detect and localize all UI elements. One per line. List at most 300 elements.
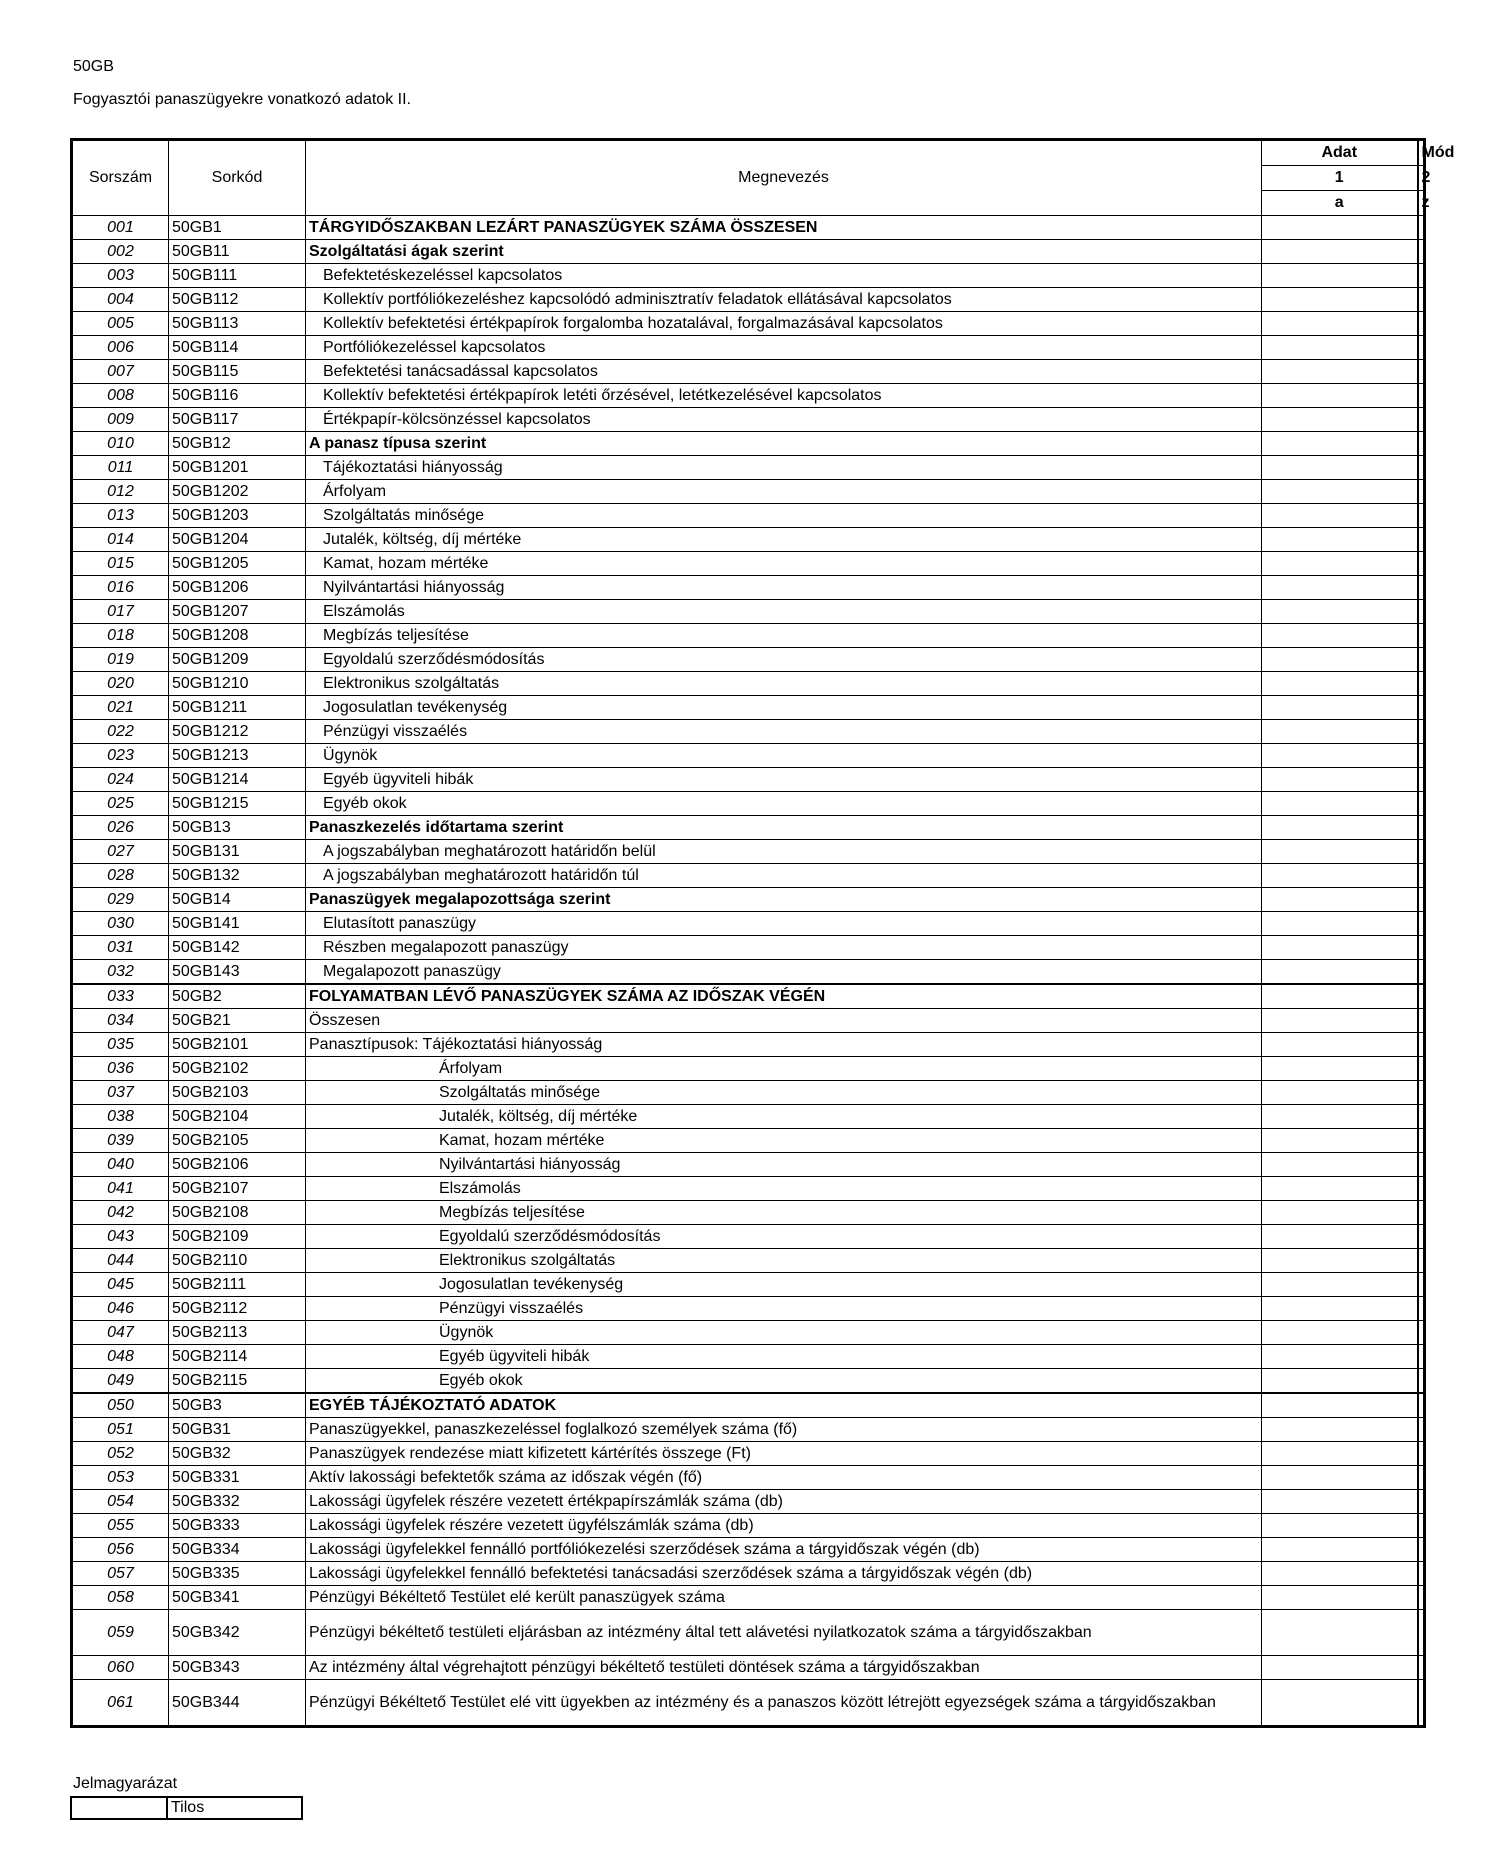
row-adat-cell[interactable] (1262, 552, 1418, 576)
row-megnevezes: Befektetési tanácsadással kapcsolatos (306, 360, 1262, 384)
row-megnevezes: Jogosulatlan tevékenység (306, 1273, 1262, 1297)
row-mod-cell[interactable] (1418, 768, 1425, 792)
row-mod-cell[interactable] (1418, 432, 1425, 456)
row-mod-cell[interactable] (1418, 456, 1425, 480)
row-sorszam: 022 (72, 720, 169, 744)
legend-swatch (71, 1797, 167, 1819)
row-megnevezes: A jogszabályban meghatározott határidőn túl (306, 864, 1262, 888)
row-megnevezes: Portfóliókezeléssel kapcsolatos (306, 336, 1262, 360)
row-sorkod: 50GB2114 (169, 1345, 306, 1369)
row-mod-cell[interactable] (1418, 960, 1425, 985)
row-adat-cell[interactable] (1262, 816, 1418, 840)
row-sorszam: 050 (72, 1393, 169, 1418)
legend-label: Jelmagyarázat (73, 1775, 178, 1792)
row-adat-cell[interactable] (1262, 240, 1418, 264)
row-megnevezes: Az intézmény által végrehajtott pénzügyi békéltető testületi döntések száma a tárgyidőszakban (306, 1656, 1262, 1680)
row-mod-cell[interactable] (1418, 1345, 1425, 1369)
row-sorszam: 040 (72, 1153, 169, 1177)
row-adat-cell[interactable] (1262, 1490, 1418, 1514)
row-sorszam: 012 (72, 480, 169, 504)
row-megnevezes: Nyilvántartási hiányosság (306, 576, 1262, 600)
row-sorkod: 50GB2104 (169, 1105, 306, 1129)
row-megnevezes: Panaszügyek megalapozottsága szerint (306, 888, 1262, 912)
row-mod-cell[interactable] (1418, 1177, 1425, 1201)
legend-table (70, 1796, 303, 1820)
row-adat-cell[interactable] (1262, 720, 1418, 744)
row-sorkod: 50GB1214 (169, 768, 306, 792)
row-mod-cell[interactable] (1418, 1033, 1425, 1057)
row-sorszam: 053 (72, 1466, 169, 1490)
row-megnevezes: Lakossági ügyfelekkel fennálló portfóliókezelési szerződések száma a tárgyidőszak végén (db) (306, 1538, 1262, 1562)
table-row (72, 912, 1425, 936)
row-mod-cell[interactable] (1418, 240, 1425, 264)
row-megnevezes: Elszámolás (306, 600, 1262, 624)
row-sorszam: 026 (72, 816, 169, 840)
row-sorkod: 50GB1211 (169, 696, 306, 720)
row-adat-cell[interactable] (1262, 576, 1418, 600)
row-mod-cell[interactable] (1418, 912, 1425, 936)
row-sorszam: 008 (72, 384, 169, 408)
row-sorkod: 50GB1215 (169, 792, 306, 816)
row-sorszam: 047 (72, 1321, 169, 1345)
row-adat-cell[interactable] (1262, 1514, 1418, 1538)
table-row (72, 240, 1425, 264)
row-sorkod: 50GB1204 (169, 528, 306, 552)
row-adat-cell[interactable] (1262, 1538, 1418, 1562)
row-mod-cell[interactable] (1418, 1586, 1425, 1610)
row-adat-cell[interactable] (1262, 1297, 1418, 1321)
row-mod-cell[interactable] (1418, 552, 1425, 576)
row-sorkod: 50GB13 (169, 816, 306, 840)
row-sorkod: 50GB1207 (169, 600, 306, 624)
row-mod-cell[interactable] (1418, 936, 1425, 960)
row-sorszam: 025 (72, 792, 169, 816)
row-mod-cell[interactable] (1418, 288, 1425, 312)
row-megnevezes: Lakossági ügyfelek részére vezetett értékpapírszámlák száma (db) (306, 1490, 1262, 1514)
row-sorkod: 50GB11 (169, 240, 306, 264)
row-sorkod: 50GB335 (169, 1562, 306, 1586)
row-megnevezes: EGYÉB TÁJÉKOZTATÓ ADATOK (306, 1393, 1262, 1418)
table-row (72, 744, 1425, 768)
table-row (72, 840, 1425, 864)
row-adat-cell[interactable] (1262, 984, 1418, 1009)
row-mod-cell[interactable] (1418, 1466, 1425, 1490)
row-mod-cell[interactable] (1418, 1129, 1425, 1153)
table-row (72, 1442, 1425, 1466)
row-adat-cell[interactable] (1262, 1081, 1418, 1105)
row-adat-cell[interactable] (1262, 1466, 1418, 1490)
table-row (72, 504, 1425, 528)
row-mod-cell[interactable] (1418, 528, 1425, 552)
header-sorkod: Sorkód (169, 140, 306, 216)
table-row (72, 768, 1425, 792)
table-row (72, 648, 1425, 672)
row-mod-cell[interactable] (1418, 864, 1425, 888)
row-megnevezes: Pénzügyi békéltető testületi eljárásban az intézmény által tett alávetési nyilatkozatok száma a tárgyidőszakban (306, 1610, 1262, 1656)
row-sorkod: 50GB1208 (169, 624, 306, 648)
row-megnevezes: Értékpapír-kölcsönzéssel kapcsolatos (306, 408, 1262, 432)
row-mod-cell[interactable] (1418, 1249, 1425, 1273)
table-row (72, 696, 1425, 720)
row-adat-cell[interactable] (1262, 432, 1418, 456)
row-adat-cell[interactable] (1262, 936, 1418, 960)
row-sorkod: 50GB2111 (169, 1273, 306, 1297)
row-mod-cell[interactable] (1418, 720, 1425, 744)
row-mod-cell[interactable] (1418, 696, 1425, 720)
row-mod-cell[interactable] (1418, 1297, 1425, 1321)
row-megnevezes: Egyoldalú szerződésmódosítás (306, 1225, 1262, 1249)
row-sorszam: 013 (72, 504, 169, 528)
table-row (72, 1586, 1425, 1610)
row-sorszam: 016 (72, 576, 169, 600)
row-sorszam: 015 (72, 552, 169, 576)
table-row (72, 600, 1425, 624)
row-sorkod: 50GB1210 (169, 672, 306, 696)
row-mod-cell[interactable] (1418, 624, 1425, 648)
row-sorszam: 042 (72, 1201, 169, 1225)
row-megnevezes: Szolgáltatás minősége (306, 504, 1262, 528)
row-sorkod: 50GB1209 (169, 648, 306, 672)
table-row (72, 1057, 1425, 1081)
row-sorkod: 50GB141 (169, 912, 306, 936)
row-megnevezes: Jogosulatlan tevékenység (306, 696, 1262, 720)
table-row (72, 984, 1425, 1009)
row-sorszam: 030 (72, 912, 169, 936)
row-mod-cell[interactable] (1418, 1321, 1425, 1345)
row-mod-cell[interactable] (1418, 1201, 1425, 1225)
row-adat-cell[interactable] (1262, 840, 1418, 864)
row-mod-cell[interactable] (1418, 1369, 1425, 1394)
row-megnevezes: Pénzügyi Békéltető Testület elé került panaszügyek száma (306, 1586, 1262, 1610)
row-megnevezes: Kollektív befektetési értékpapírok letéti őrzésével, letétkezelésével kapcsolatos (306, 384, 1262, 408)
row-mod-cell[interactable] (1418, 600, 1425, 624)
row-mod-cell[interactable] (1418, 1009, 1425, 1033)
row-mod-cell[interactable] (1418, 1680, 1425, 1727)
row-mod-cell[interactable] (1418, 1273, 1425, 1297)
row-adat-cell[interactable] (1262, 528, 1418, 552)
row-mod-cell[interactable] (1418, 984, 1425, 1009)
row-adat-cell[interactable] (1262, 648, 1418, 672)
row-mod-cell[interactable] (1418, 888, 1425, 912)
row-adat-cell[interactable] (1262, 264, 1418, 288)
table-row (72, 1538, 1425, 1562)
row-adat-cell[interactable] (1262, 1562, 1418, 1586)
row-megnevezes: Egyoldalú szerződésmódosítás (306, 648, 1262, 672)
row-mod-cell[interactable] (1418, 1656, 1425, 1680)
row-adat-cell[interactable] (1262, 1273, 1418, 1297)
row-mod-cell[interactable] (1418, 1562, 1425, 1586)
row-sorkod: 50GB2108 (169, 1201, 306, 1225)
row-sorszam: 037 (72, 1081, 169, 1105)
row-mod-cell[interactable] (1418, 816, 1425, 840)
row-megnevezes: Jutalék, költség, díj mértéke (306, 528, 1262, 552)
row-mod-cell[interactable] (1418, 792, 1425, 816)
row-adat-cell[interactable] (1262, 1442, 1418, 1466)
row-mod-cell[interactable] (1418, 744, 1425, 768)
row-adat-cell[interactable] (1262, 1680, 1418, 1727)
row-sorszam: 049 (72, 1369, 169, 1394)
row-sorkod: 50GB132 (169, 864, 306, 888)
row-adat-cell[interactable] (1262, 1057, 1418, 1081)
row-mod-cell[interactable] (1418, 504, 1425, 528)
row-adat-cell[interactable] (1262, 1129, 1418, 1153)
row-adat-cell[interactable] (1262, 1345, 1418, 1369)
row-mod-cell[interactable] (1418, 312, 1425, 336)
row-sorkod: 50GB341 (169, 1586, 306, 1610)
row-sorkod: 50GB1213 (169, 744, 306, 768)
row-adat-cell[interactable] (1262, 312, 1418, 336)
table-row (72, 1562, 1425, 1586)
row-sorszam: 004 (72, 288, 169, 312)
row-sorszam: 018 (72, 624, 169, 648)
row-sorkod: 50GB142 (169, 936, 306, 960)
row-mod-cell[interactable] (1418, 264, 1425, 288)
row-sorszam: 007 (72, 360, 169, 384)
row-adat-cell[interactable] (1262, 504, 1418, 528)
row-sorszam: 057 (72, 1562, 169, 1586)
row-sorkod: 50GB31 (169, 1418, 306, 1442)
table-row (72, 1610, 1425, 1656)
row-sorszam: 029 (72, 888, 169, 912)
data-table (70, 138, 1455, 1728)
table-row (72, 672, 1425, 696)
row-sorszam: 020 (72, 672, 169, 696)
row-mod-cell[interactable] (1418, 1418, 1425, 1442)
table-row (72, 960, 1425, 985)
row-sorszam: 023 (72, 744, 169, 768)
row-sorszam: 017 (72, 600, 169, 624)
row-adat-cell[interactable] (1262, 1418, 1418, 1442)
row-adat-cell[interactable] (1262, 336, 1418, 360)
row-adat-cell[interactable] (1262, 696, 1418, 720)
row-sorszam: 032 (72, 960, 169, 985)
row-mod-cell[interactable] (1418, 1393, 1425, 1418)
row-sorkod: 50GB113 (169, 312, 306, 336)
row-adat-cell[interactable] (1262, 1586, 1418, 1610)
row-sorkod: 50GB2110 (169, 1249, 306, 1273)
row-megnevezes: Befektetéskezeléssel kapcsolatos (306, 264, 1262, 288)
table-row (72, 456, 1425, 480)
row-mod-cell[interactable] (1418, 336, 1425, 360)
table-row (72, 1105, 1425, 1129)
row-sorkod: 50GB2 (169, 984, 306, 1009)
row-sorkod: 50GB131 (169, 840, 306, 864)
row-megnevezes: Ügynök (306, 1321, 1262, 1345)
row-sorszam: 038 (72, 1105, 169, 1129)
row-sorkod: 50GB117 (169, 408, 306, 432)
row-mod-cell[interactable] (1418, 1057, 1425, 1081)
row-adat-cell[interactable] (1262, 672, 1418, 696)
row-mod-cell[interactable] (1418, 1442, 1425, 1466)
row-megnevezes: Megalapozott panaszügy (306, 960, 1262, 985)
row-sorszam: 043 (72, 1225, 169, 1249)
row-adat-cell[interactable] (1262, 792, 1418, 816)
row-adat-cell[interactable] (1262, 888, 1418, 912)
row-adat-cell[interactable] (1262, 960, 1418, 985)
row-adat-cell[interactable] (1262, 1321, 1418, 1345)
row-adat-cell[interactable] (1262, 744, 1418, 768)
table-row (72, 1201, 1425, 1225)
table-row (72, 864, 1425, 888)
row-adat-cell[interactable] (1262, 288, 1418, 312)
table-row (72, 528, 1425, 552)
row-adat-cell[interactable] (1262, 480, 1418, 504)
table-row (72, 816, 1425, 840)
row-megnevezes: Egyéb ügyviteli hibák (306, 1345, 1262, 1369)
row-sorszam: 045 (72, 1273, 169, 1297)
row-adat-cell[interactable] (1262, 1610, 1418, 1656)
row-mod-cell[interactable] (1418, 216, 1425, 240)
row-mod-cell[interactable] (1418, 840, 1425, 864)
row-adat-cell[interactable] (1262, 360, 1418, 384)
table-row (72, 552, 1425, 576)
table-row (72, 264, 1425, 288)
row-mod-cell[interactable] (1418, 1081, 1425, 1105)
row-adat-cell[interactable] (1262, 1177, 1418, 1201)
row-adat-cell[interactable] (1262, 1249, 1418, 1273)
row-mod-cell[interactable] (1418, 408, 1425, 432)
row-mod-cell[interactable] (1418, 1514, 1425, 1538)
row-sorkod: 50GB1206 (169, 576, 306, 600)
row-sorkod: 50GB332 (169, 1490, 306, 1514)
row-megnevezes: Lakossági ügyfelek részére vezetett ügyfélszámlák száma (db) (306, 1514, 1262, 1538)
row-adat-cell[interactable] (1262, 408, 1418, 432)
row-megnevezes: Egyéb okok (306, 792, 1262, 816)
row-sorszam: 059 (72, 1610, 169, 1656)
row-sorszam: 005 (72, 312, 169, 336)
header-mod-letter: z (1418, 191, 1425, 216)
table-row (72, 1680, 1425, 1727)
row-sorszam: 027 (72, 840, 169, 864)
table-row (72, 1369, 1425, 1394)
table-row (72, 1177, 1425, 1201)
row-sorkod: 50GB32 (169, 1442, 306, 1466)
row-sorkod: 50GB334 (169, 1538, 306, 1562)
row-megnevezes: Elektronikus szolgáltatás (306, 1249, 1262, 1273)
row-adat-cell[interactable] (1262, 912, 1418, 936)
row-megnevezes: Tájékoztatási hiányosság (306, 456, 1262, 480)
table-row (72, 936, 1425, 960)
row-sorkod: 50GB112 (169, 288, 306, 312)
row-sorszam: 011 (72, 456, 169, 480)
table-row (72, 1393, 1425, 1418)
row-megnevezes: Elutasított panaszügy (306, 912, 1262, 936)
row-adat-cell[interactable] (1262, 384, 1418, 408)
row-mod-cell[interactable] (1418, 648, 1425, 672)
row-adat-cell[interactable] (1262, 1369, 1418, 1394)
row-megnevezes: Kollektív portfóliókezeléshez kapcsolódó adminisztratív feladatok ellátásával kapcsolatos (306, 288, 1262, 312)
row-sorkod: 50GB331 (169, 1466, 306, 1490)
row-adat-cell[interactable] (1262, 1225, 1418, 1249)
header-mod-number: 2 (1418, 166, 1425, 191)
row-adat-cell[interactable] (1262, 1105, 1418, 1129)
row-adat-cell[interactable] (1262, 1009, 1418, 1033)
row-megnevezes: Panasztípusok: Tájékoztatási hiányosság (306, 1033, 1262, 1057)
row-megnevezes: Lakossági ügyfelekkel fennálló befektetési tanácsadási szerződések száma a tárgyidőszak végén (db) (306, 1562, 1262, 1586)
row-adat-cell[interactable] (1262, 1033, 1418, 1057)
table-row (72, 1249, 1425, 1273)
row-adat-cell[interactable] (1262, 1153, 1418, 1177)
row-sorszam: 033 (72, 984, 169, 1009)
table-row (72, 1418, 1425, 1442)
row-sorkod: 50GB114 (169, 336, 306, 360)
row-sorszam: 028 (72, 864, 169, 888)
row-mod-cell[interactable] (1418, 1610, 1425, 1656)
row-megnevezes: Kamat, hozam mértéke (306, 1129, 1262, 1153)
row-megnevezes: Aktív lakossági befektetők száma az időszak végén (fő) (306, 1466, 1262, 1490)
row-sorkod: 50GB2115 (169, 1369, 306, 1394)
row-mod-cell[interactable] (1418, 1225, 1425, 1249)
row-megnevezes: Nyilvántartási hiányosság (306, 1153, 1262, 1177)
row-sorszam: 036 (72, 1057, 169, 1081)
table-row (72, 888, 1425, 912)
row-sorkod: 50GB2106 (169, 1153, 306, 1177)
row-adat-cell[interactable] (1262, 1201, 1418, 1225)
table-row (72, 1225, 1425, 1249)
row-sorszam: 055 (72, 1514, 169, 1538)
row-mod-cell[interactable] (1418, 1490, 1425, 1514)
row-sorszam: 056 (72, 1538, 169, 1562)
row-adat-cell[interactable] (1262, 864, 1418, 888)
row-sorkod: 50GB333 (169, 1514, 306, 1538)
table-row (72, 360, 1425, 384)
row-mod-cell[interactable] (1418, 576, 1425, 600)
table-row (72, 1297, 1425, 1321)
row-sorszam: 054 (72, 1490, 169, 1514)
row-sorszam: 052 (72, 1442, 169, 1466)
row-megnevezes: A panasz típusa szerint (306, 432, 1262, 456)
row-mod-cell[interactable] (1418, 1105, 1425, 1129)
row-sorszam: 061 (72, 1680, 169, 1727)
row-mod-cell[interactable] (1418, 672, 1425, 696)
form-code: 50GB (73, 58, 114, 75)
row-adat-cell[interactable] (1262, 216, 1418, 240)
table-row (72, 1273, 1425, 1297)
row-mod-cell[interactable] (1418, 480, 1425, 504)
row-megnevezes: Elektronikus szolgáltatás (306, 672, 1262, 696)
row-adat-cell[interactable] (1262, 1656, 1418, 1680)
row-sorkod: 50GB1201 (169, 456, 306, 480)
row-adat-cell[interactable] (1262, 600, 1418, 624)
table-row (72, 408, 1425, 432)
row-adat-cell[interactable] (1262, 768, 1418, 792)
row-mod-cell[interactable] (1418, 360, 1425, 384)
row-sorszam: 010 (72, 432, 169, 456)
table-row (72, 792, 1425, 816)
row-adat-cell[interactable] (1262, 624, 1418, 648)
row-adat-cell[interactable] (1262, 1393, 1418, 1418)
row-mod-cell[interactable] (1418, 1153, 1425, 1177)
row-sorszam: 006 (72, 336, 169, 360)
table-row (72, 1321, 1425, 1345)
row-sorkod: 50GB343 (169, 1656, 306, 1680)
table-row (72, 384, 1425, 408)
table-row (72, 576, 1425, 600)
table-row (72, 1466, 1425, 1490)
table-row (72, 216, 1425, 240)
row-megnevezes: Összesen (306, 1009, 1262, 1033)
row-sorkod: 50GB1205 (169, 552, 306, 576)
table-row (72, 288, 1425, 312)
row-mod-cell[interactable] (1418, 384, 1425, 408)
legend-item-tilos: Tilos (167, 1797, 302, 1819)
row-megnevezes: Panaszkezelés időtartama szerint (306, 816, 1262, 840)
row-adat-cell[interactable] (1262, 456, 1418, 480)
row-megnevezes: Egyéb okok (306, 1369, 1262, 1394)
row-megnevezes: Pénzügyi visszaélés (306, 720, 1262, 744)
row-sorkod: 50GB1212 (169, 720, 306, 744)
row-mod-cell[interactable] (1418, 1538, 1425, 1562)
